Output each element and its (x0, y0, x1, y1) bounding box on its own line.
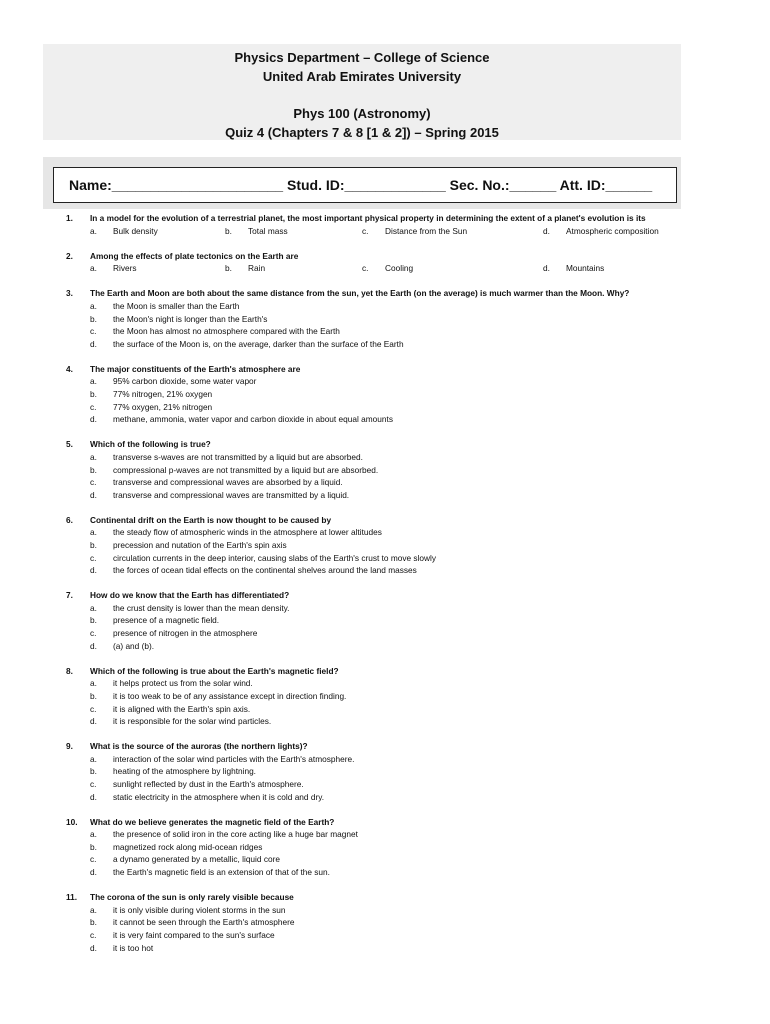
option-text: transverse and compressional waves are absorbed by a liquid. (113, 477, 343, 488)
option-letter: c. (362, 225, 369, 236)
option-d[interactable] (66, 866, 706, 879)
option-text: heating of the atmosphere by lightning. (113, 766, 256, 777)
option-b[interactable] (66, 388, 706, 401)
option-letter: c. (90, 477, 97, 488)
option-letter: b. (225, 263, 232, 274)
option-text: Distance from the Sun (385, 225, 468, 236)
option-c[interactable] (66, 552, 706, 565)
option-text: Atmospheric composition (566, 225, 659, 236)
question-text: The Earth and Moon are both about the same distance from the sun, yet the Earth (on the average) is much warmer than the Moon. Why? (90, 288, 630, 299)
question-number: 7. (66, 590, 73, 601)
option-d[interactable] (66, 715, 706, 728)
option-letter: c. (90, 628, 97, 639)
question-number: 6. (66, 514, 73, 525)
question-3 (66, 287, 706, 350)
question-2 (66, 250, 706, 275)
option-text: Total mass (248, 225, 288, 236)
question-text: How do we know that the Earth has differentiated? (90, 590, 290, 601)
option-b[interactable] (66, 313, 706, 326)
option-text: the crust density is lower than the mean density. (113, 602, 290, 613)
option-b[interactable] (66, 614, 706, 627)
option-text: the surface of the Moon is, on the average, darker than the surface of the Earth (113, 338, 404, 349)
option-text: 77% oxygen, 21% nitrogen (113, 401, 213, 412)
option-a[interactable] (66, 753, 706, 766)
option-b[interactable] (66, 765, 706, 778)
question-text: What is the source of the auroras (the northern lights)? (90, 741, 308, 752)
option-letter: b. (90, 313, 97, 324)
option-letter: d. (90, 716, 97, 727)
options-row (66, 225, 706, 238)
option-letter: c. (90, 326, 97, 337)
option-b[interactable] (66, 464, 706, 477)
option-c[interactable] (66, 778, 706, 791)
option-b[interactable] (225, 225, 362, 238)
option-letter: a. (90, 753, 97, 764)
option-letter: d. (90, 791, 97, 802)
option-text: Mountains (566, 263, 605, 274)
quiz-title: Quiz 4 (Chapters 7 & 8 [1 & 2]) – Spring 2015 (225, 125, 499, 140)
question-number: 4. (66, 363, 73, 374)
option-letter: b. (90, 841, 97, 852)
option-text: presence of nitrogen in the atmosphere (113, 628, 258, 639)
option-a[interactable] (66, 526, 706, 539)
option-text: precession and nutation of the Earth's spin axis (113, 539, 287, 550)
option-text: Cooling (385, 263, 414, 274)
question-text: Among the effects of plate tectonics on the Earth are (90, 250, 299, 261)
option-letter: d. (90, 640, 97, 651)
option-a[interactable] (90, 225, 225, 238)
option-text: methane, ammonia, water vapor and carbon dioxide in about equal amounts (113, 414, 393, 425)
option-d[interactable] (66, 942, 706, 955)
option-letter: d. (90, 942, 97, 953)
option-a[interactable] (66, 828, 706, 841)
question-text: Which of the following is true about the Earth's magnetic field? (90, 665, 339, 676)
option-c[interactable] (66, 703, 706, 716)
option-letter: d. (543, 263, 550, 274)
option-text: the Moon has almost no atmosphere compared with the Earth (113, 326, 340, 337)
university-name: United Arab Emirates University (262, 69, 462, 84)
option-text: 77% nitrogen, 21% oxygen (113, 389, 213, 400)
question-number: 3. (66, 288, 73, 299)
option-d[interactable] (543, 262, 604, 275)
option-letter: d. (90, 338, 97, 349)
question-number: 5. (66, 439, 73, 450)
option-text: it helps protect us from the solar wind. (113, 678, 253, 689)
question-number: 1. (66, 213, 73, 223)
option-letter: c. (90, 929, 97, 940)
option-text: the Earth's magnetic field is an extension of that of the sun. (113, 867, 330, 878)
option-text: Bulk density (113, 225, 158, 236)
option-text: static electricity in the atmosphere when it is cold and dry. (113, 791, 325, 802)
option-text: sunlight reflected by dust in the Earth's atmosphere. (113, 778, 304, 789)
option-letter: a. (90, 263, 97, 274)
question-text: The corona of the sun is only rarely visible because (90, 892, 294, 903)
option-text: interaction of the solar wind particles with the Earth's atmosphere. (113, 753, 355, 764)
option-d[interactable] (66, 413, 706, 426)
option-b[interactable] (225, 262, 362, 275)
option-a[interactable] (66, 375, 706, 388)
option-c[interactable] (66, 627, 706, 640)
option-c[interactable] (66, 325, 706, 338)
option-text: magnetized rock along mid-ocean ridges (113, 841, 263, 852)
option-letter: d. (90, 565, 97, 576)
option-letter: a. (90, 678, 97, 689)
question-number: 11. (66, 892, 78, 903)
question-text: Which of the following is true? (90, 439, 211, 450)
option-letter: c. (90, 552, 97, 563)
option-text: it is very faint compared to the sun's surface (113, 929, 275, 940)
option-letter: a. (90, 225, 97, 236)
option-a[interactable] (66, 904, 706, 917)
options-row (66, 262, 706, 275)
option-letter: b. (90, 690, 97, 701)
question-number: 9. (66, 741, 73, 752)
option-letter: b. (90, 766, 97, 777)
question-number: 2. (66, 250, 73, 261)
option-letter: c. (90, 854, 97, 865)
option-text: transverse and compressional waves are transmitted by a liquid. (113, 489, 350, 500)
option-letter: c. (362, 263, 369, 274)
question-7 (66, 589, 706, 652)
question-6 (66, 514, 706, 577)
question-text: In a model for the evolution of a terrestrial planet, the most important physical property in determining the extent of a planet's evolution is its (90, 213, 646, 223)
quiz-header (43, 44, 681, 140)
question-number: 8. (66, 665, 73, 676)
option-text: it is responsible for the solar wind particles. (113, 716, 272, 727)
option-text: a dynamo generated by a metallic, liquid core (113, 854, 280, 865)
option-text: the Moon is smaller than the Earth (113, 300, 240, 311)
option-letter: a. (90, 300, 97, 311)
option-letter: c. (90, 778, 97, 789)
option-text: the Moon's night is longer than the Earth's (113, 313, 268, 324)
option-text: it is aligned with the Earth's spin axis. (113, 703, 251, 714)
option-letter: d. (90, 414, 97, 425)
option-c[interactable] (66, 476, 706, 489)
option-text: the presence of solid iron in the core acting like a huge bar magnet (113, 829, 358, 840)
option-text: it is too weak to be of any assistance except in direction finding. (113, 690, 347, 701)
option-text: it is only visible during violent storms in the sun (113, 904, 286, 915)
option-a[interactable] (66, 677, 706, 690)
option-letter: a. (90, 602, 97, 613)
question-8 (66, 665, 706, 728)
option-d[interactable] (66, 564, 706, 577)
option-letter: a. (90, 527, 97, 538)
question-4 (66, 363, 706, 426)
option-a[interactable] (66, 300, 706, 313)
option-letter: a. (90, 904, 97, 915)
option-text: the forces of ocean tidal effects on the continental shelves around the land masses (113, 565, 417, 576)
option-text: it is too hot (113, 942, 154, 953)
option-a[interactable] (66, 451, 706, 464)
option-letter: d. (90, 489, 97, 500)
option-text: the steady flow of atmospheric winds in the atmosphere at lower altitudes (113, 527, 382, 538)
question-text: The major constituents of the Earth's atmosphere are (90, 363, 301, 374)
question-5 (66, 438, 706, 501)
option-c[interactable] (66, 401, 706, 414)
option-letter: b. (90, 389, 97, 400)
option-letter: a. (90, 451, 97, 462)
option-letter: d. (543, 225, 550, 236)
option-b[interactable] (66, 539, 706, 552)
question-text: Continental drift on the Earth is now thought to be caused by (90, 514, 332, 525)
option-letter: b. (225, 225, 232, 236)
option-text: Rivers (113, 263, 137, 274)
option-d[interactable] (66, 489, 706, 502)
option-c[interactable] (66, 929, 706, 942)
question-number: 10. (66, 816, 78, 827)
option-text: 95% carbon dioxide, some water vapor (113, 376, 257, 387)
option-letter: c. (90, 401, 97, 412)
option-d[interactable] (66, 640, 706, 653)
option-b[interactable] (66, 916, 706, 929)
option-d[interactable] (66, 791, 706, 804)
option-c[interactable] (362, 225, 543, 238)
option-d[interactable] (66, 338, 706, 351)
student-info-box (53, 167, 677, 203)
question-9 (66, 740, 706, 803)
department-title: Physics Department – College of Science (234, 50, 490, 65)
option-c[interactable] (362, 262, 543, 275)
course-title: Phys 100 (Astronomy) (293, 106, 431, 121)
option-letter: a. (90, 829, 97, 840)
option-c[interactable] (66, 853, 706, 866)
option-letter: b. (90, 615, 97, 626)
option-letter: a. (90, 376, 97, 387)
option-text: presence of a magnetic field. (113, 615, 220, 626)
question-text: What do we believe generates the magnetic field of the Earth? (90, 816, 335, 827)
option-a[interactable] (66, 602, 706, 615)
option-letter: d. (90, 867, 97, 878)
option-d[interactable] (543, 225, 659, 238)
option-letter: b. (90, 464, 97, 475)
option-text: transverse s-waves are not transmitted by a liquid but are absorbed. (113, 451, 363, 462)
question-11 (66, 891, 706, 954)
option-text: compressional p-waves are not transmitted by a liquid but are absorbed. (113, 464, 379, 475)
question-list (66, 212, 706, 967)
option-letter: b. (90, 539, 97, 550)
option-b[interactable] (66, 841, 706, 854)
option-text: circulation currents in the deep interior, causing slabs of the Earth's crust to move slowly (113, 552, 437, 563)
option-text: (a) and (b). (113, 640, 155, 651)
question-1 (66, 212, 706, 237)
option-b[interactable] (66, 690, 706, 703)
option-letter: c. (90, 703, 97, 714)
option-text: Rain (248, 263, 266, 274)
question-10 (66, 816, 706, 879)
option-letter: b. (90, 917, 97, 928)
student-info-line: Name:______________________ Stud. ID:_____________ Sec. No.:______ Att. ID:______ (69, 177, 653, 193)
option-a[interactable] (90, 262, 225, 275)
option-text: it cannot be seen through the Earth's atmosphere (113, 917, 295, 928)
